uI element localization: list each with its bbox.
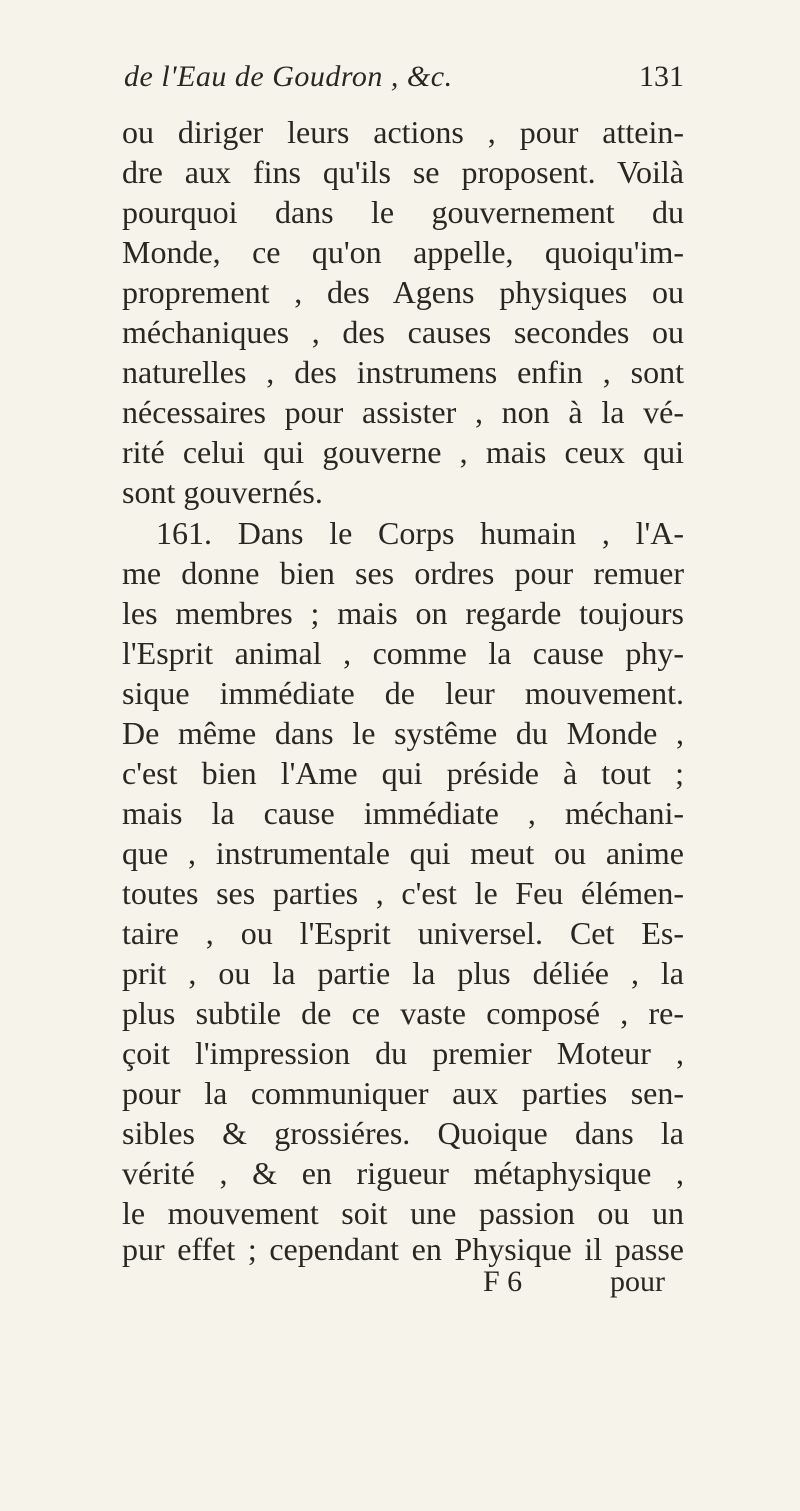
text-line: pur effet ; cependant en Physique il passe <box>122 1231 684 1267</box>
text-line: sibles & grossiéres. Quoique dans la <box>122 1115 684 1151</box>
text-line: sont gouvernés. <box>122 474 323 510</box>
catchword: pour <box>610 1265 665 1298</box>
page-number: 131 <box>639 60 684 93</box>
signature-mark: F 6 <box>483 1265 523 1298</box>
text-line: çoit l'impression du premier Moteur , <box>122 1035 684 1071</box>
text-line: prit , ou la partie la plus déliée , la <box>122 955 684 991</box>
text-line: me donne bien ses ordres pour remuer <box>122 555 684 591</box>
text-line: ou diriger leurs actions , pour attein- <box>122 114 684 150</box>
text-line: toutes ses parties , c'est le Feu élémen- <box>122 875 684 911</box>
text-line: proprement , des Agens physiques ou <box>122 274 684 310</box>
text-line: rité celui qui gouverne , mais ceux qui <box>122 434 684 470</box>
text-line: méchaniques , des causes secondes ou <box>122 314 684 350</box>
text-line: l'Esprit animal , comme la cause phy- <box>122 635 684 671</box>
text-line: dre aux fins qu'ils se proposent. Voilà <box>122 154 684 190</box>
text-line: le mouvement soit une passion ou un <box>122 1195 684 1231</box>
text-line: naturelles , des instrumens enfin , sont <box>122 354 684 390</box>
text-line: Monde, ce qu'on appelle, quoiqu'im- <box>122 234 684 270</box>
text-line: mais la cause immédiate , méchani- <box>122 795 684 831</box>
text-line: plus subtile de ce vaste composé , re- <box>122 995 684 1031</box>
section-161-start: 161. Dans le Corps humain , l'A- <box>156 515 684 551</box>
text-line: nécessaires pour assister , non à la vé- <box>122 394 684 430</box>
page-header <box>124 60 684 100</box>
text-line: pour la communiquer aux parties sen- <box>122 1075 684 1111</box>
text-line: vérité , & en rigueur métaphysique , <box>122 1155 684 1191</box>
text-line: taire , ou l'Esprit universel. Cet Es- <box>122 915 684 951</box>
running-title: de l'Eau de Goudron , &c. <box>124 60 453 93</box>
text-line: les membres ; mais on regarde toujours <box>122 595 684 631</box>
text-line: De même dans le systême du Monde , <box>122 715 684 751</box>
text-line: pourquoi dans le gouvernement du <box>122 194 684 230</box>
text-line: que , instrumentale qui meut ou anime <box>122 835 684 871</box>
text-line: sique immédiate de leur mouvement. <box>122 675 684 711</box>
text-line: c'est bien l'Ame qui préside à tout ; <box>122 755 684 791</box>
